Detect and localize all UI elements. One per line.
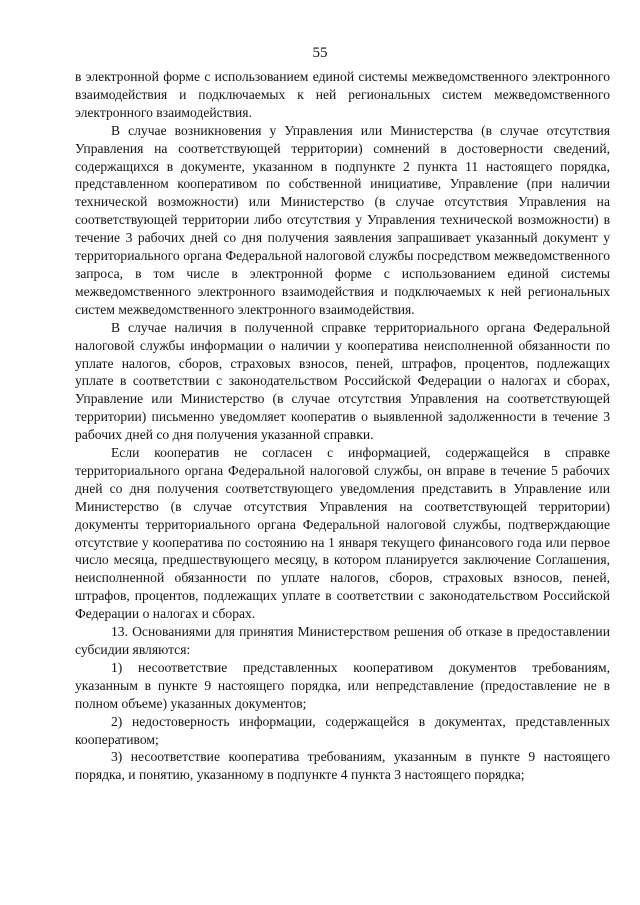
paragraph: в электронной форме с использованием единой системы межведомственного электронного взаимодействия и подключаемых к ней региональных систем межведомственного электронного взаимодействия. bbox=[75, 69, 610, 120]
list-item: 1) несоответствие представленных кооперативом документов требованиям, указанным в пункте 9 настоящего порядка, или непредставление (предоставление не в полном объеме) указанных документов; bbox=[75, 659, 610, 711]
paragraph: Если кооператив не согласен с информацией, содержащейся в справке территориального органа Федеральной налоговой службы, он вправе в течение 5 рабочих дней со дня получения соответствующего уведомления представить в Управление или Министерство (в случае отсутствия Управления на соответствующей территории) документы территориального органа Федеральной налоговой службы, подтверждающие отсутствие у кооператива по состоянию на 1 января текущего финансового года или первое число месяца, предшествующего месяцу, в котором планируется заключение Соглашения, неисполненной обязанности по уплате налогов, сборов, страховых взносов, пеней, штрафов, процентов, подлежащих уплате в соответствии с законодательством Российской Федерации о налогах и сборах. bbox=[75, 445, 610, 622]
list-item: 2) недостоверность информации, содержащейся в документах, представленных кооперативом; bbox=[75, 713, 610, 747]
paragraph: В случае наличия в полученной справке территориального органа Федеральной налоговой службы информации о наличии у кооператива неисполненной обязанности по уплате налогов, сборов, страховых взносов, пеней, штрафов, процентов, подлежащих уплате в соответствии с законодательством Российской Федерации о налогах и сборах, Управление или Министерство (в случае отсутствия Управления на соответствующей территории) письменно уведомляет кооператив о выявленной задолженности в течение 3 рабочих дней со дня получения указанной справки. bbox=[75, 319, 610, 443]
page-number: 55 bbox=[312, 45, 328, 61]
paragraph: 13. Основаниями для принятия Министерством решения об отказе в предоставлении субсидии являются: bbox=[75, 624, 610, 657]
document-body bbox=[75, 68, 610, 784]
list-item: 3) несоответствие кооператива требованиям, указанным в пункте 9 настоящего порядка, и понятию, указанному в подпункте 4 пункта 3 настоящего порядка; bbox=[75, 749, 610, 783]
paragraph: В случае возникновения у Управления или Министерства (в случае отсутствия Управления на соответствующей территории) сомнений в достоверности сведений, содержащихся в документе, указанном в подпункте 2 пункта 11 настоящего порядка, представленном кооперативом по собственной инициативе, Управление (при наличии технической возможности) или Министерство (в случае отсутствия Управления на соответствующей территории либо отсутствия у Управления технической возможности) в течение 3 рабочих дней со дня получения заявления запрашивает указанный документ у территориального органа Федеральной налоговой службы посредством межведомственного запроса, в том числе в электронной форме с использованием единой системы межведомственного электронного взаимодействия и подключаемых к ней региональных систем межведомственного электронного взаимодействия. bbox=[75, 122, 610, 317]
